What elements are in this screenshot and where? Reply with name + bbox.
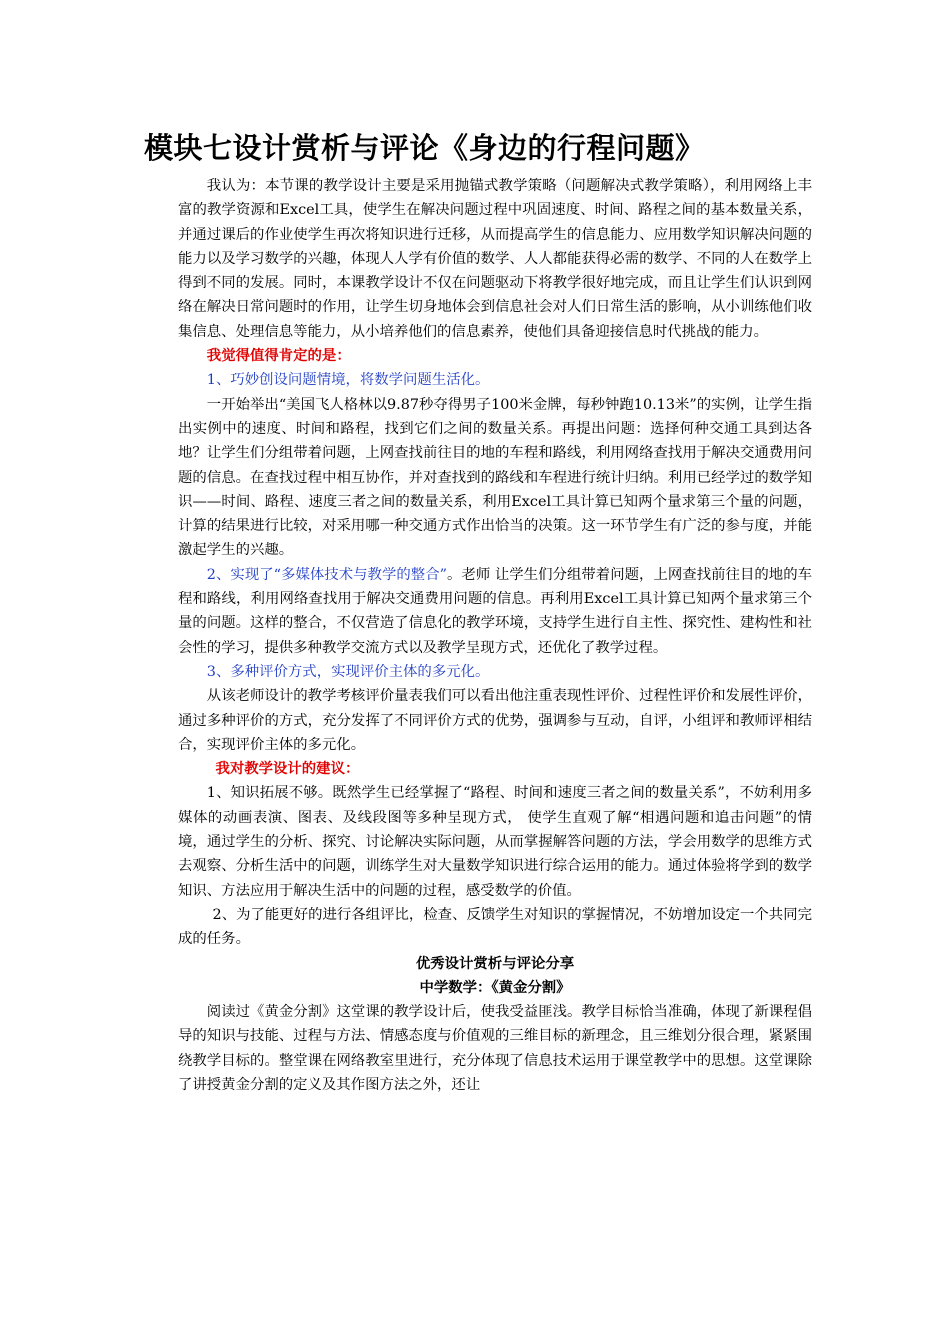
point-2: 2、实现了“多媒体技术与教学的整合” [206,566,447,583]
paragraph-golden-ratio: 阅读过《黄金分割》这堂课的教学设计后，使我受益匪浅。教学目标恰当准确，体现了新课程倡导的知识与技能、过程与方法、情感态度与价值观的三维目标的新理念，且三维划分很合理，紧紧围绕教学目标的。整堂课在网络教室里进行，充分体现了信息技术运用于课堂教学中的思想。这堂课除了讲授黄金分割的定义及其作图方法之外，还让 [178,1004,812,1093]
paragraph-integration [178,563,812,660]
paragraph-evaluation: 从该老师设计的教学考核评价量表我们可以看出他注重表现性评价、过程性评价和发展性评价，通过多种评价的方式，充分发挥了不同评价方式的优势，强调参与互动，自评，小组评和教师评相结合，实现评价主体的多元化。 [178,688,812,753]
suggestion-2: 2、为了能更好的进行各组评比，检查、反馈学生对知识的掌握情况，不妨增加设定一个共同完成的任务。 [178,906,812,948]
heading-positive: 我觉得值得肯定的是： [206,347,351,365]
suggestion-1: 1、知识拓展不够。既然学生已经掌握了“路程、时间和速度三者之间的数量关系”，不妨利用多媒体的动画表演、图表、及线段图等多种呈现方式， 使学生直观了解“相遇问题和追击问题”的情境，通过学生的分析、探究、讨论解决实际问题，从而掌握解答问题的方法，学会用数学的思维方式去观察、分析生活中的问题，训练学生对大量数学知识进行综合运用的能力。通过体验将学到的数学知识、方法应用于解决生活中的问题的过程，感受数学的价值。 [178,785,812,899]
paragraph-integration-text: 。老师 让学生们分组带着问题，上网查找前往目的地的车程和路线，利用网络查找用于解决交通费用问题的信息。再利用Excel工具计算已知两个量求第三个量的问题。这样的整合，不仅营造了信息化的教学环境，支持学生进行自主性、探究性、建构性和社会性的学习，提供多种教学交流方式以及教学呈现方式，还优化了教学过程。 [178,566,813,656]
paragraph-example: 一开始举出“美国飞人格林以9.87秒夺得男子100米金牌，每秒钟跑10.13米”的实例，让学生指出实例中的速度、时间和路程，找到它们之间的数量关系。再提出问题：选择何种交通工具到达各地？让学生们分组带着问题，上网查找前往目的地的车程和路线，利用网络查找用于解决交通费用问题的信息。在查找过程中相互协作，并对查找到的路线和车程进行统计归纳。利用已经学过的数学知识——时间、路程、速度三者之间的数量关系，利用Excel工具计算已知两个量求第三个量的问题，计算的结果进行比较，对采用哪一种交通方式作出恰当的决策。这一环节学生有广泛的参与度，并能激起学生的兴趣。 [178,396,812,559]
share-title: 优秀设计赏析与评论分享 [415,954,575,972]
point-1: 1、巧妙创设问题情境，将数学问题生活化。 [206,372,490,389]
paragraph-intro: 我认为：本节课的教学设计主要是采用抛锚式教学策略（问题解决式教学策略），利用网络上丰富的教学资源和Excel工具，使学生在解决问题过程中巩固速度、时间、路程之间的基本数量关系，并通过课后的作业使学生再次将知识进行迁移，从而提高学生的信息能力、应用数学知识解决问题的能力以及学习数学的兴趣，体现人人学有价值的数学、人人都能获得必需的数学、不同的人在数学上得到不同的发展。同时，本课教学设计不仅在问题驱动下将教学很好地完成，而且让学生们认识到网络在解决日常问题时的作用，让学生切身地体会到信息社会对人们日常生活的影响，从小训练他们收集信息、处理信息等能力，从小培养他们的信息素养，使他们具备迎接信息时代挑战的能力。 [178,178,812,340]
share-subtitle: 中学数学：《黄金分割》 [419,978,571,996]
document-body [178,174,812,1097]
point-3: 3、多种评价方式，实现评价主体的多元化。 [206,663,490,680]
document-title: 模块七设计赏析与评论《身边的行程问题》 [144,131,705,165]
heading-suggestions: 我对教学设计的建议： [215,760,360,778]
